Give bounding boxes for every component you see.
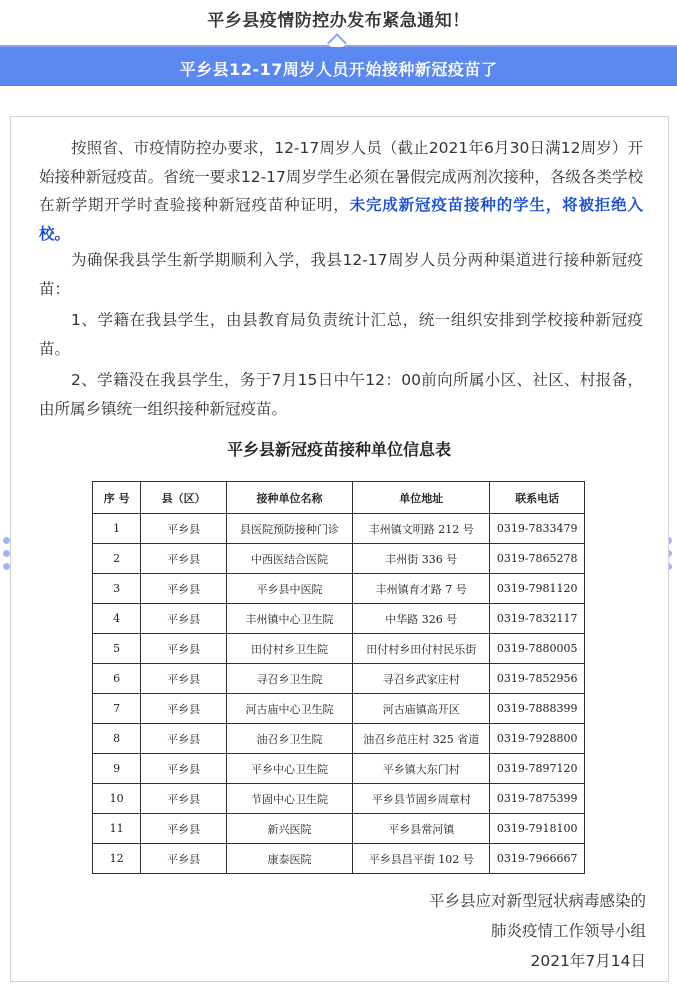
header-cell: 接种单位名称 — [226, 482, 352, 514]
table-cell: 平乡县 — [141, 634, 227, 664]
table-cell: 新兴医院 — [226, 814, 352, 844]
table-cell: 6 — [93, 664, 141, 694]
table-row — [93, 754, 585, 784]
table-row — [93, 604, 585, 634]
table-cell: 河古庙中心卫生院 — [226, 694, 352, 724]
table-cell: 平乡镇大东门村 — [353, 754, 490, 784]
table-cell: 平乡县昌平街 102 号 — [353, 844, 490, 874]
table-cell: 平乡县 — [141, 544, 227, 574]
table-cell: 平乡中心卫生院 — [226, 754, 352, 784]
paragraph-1-highlight: 未完成新冠疫苗接种的学生，将被拒绝入校。 — [39, 196, 643, 243]
table-cell: 0319-7865278 — [490, 544, 585, 574]
table-row — [93, 514, 585, 544]
table-cell: 中华路 326 号 — [353, 604, 490, 634]
header-cell: 县（区） — [141, 482, 227, 514]
table-cell: 田付村乡卫生院 — [226, 634, 352, 664]
table-cell: 平乡县 — [141, 844, 227, 874]
table-cell: 平乡县 — [141, 694, 227, 724]
table-cell: 河古庙镇高开区 — [353, 694, 490, 724]
table-cell: 0319-7875399 — [490, 784, 585, 814]
table-cell: 中西医结合医院 — [226, 544, 352, 574]
subtitle-banner — [0, 47, 677, 86]
header-cell: 联系电话 — [490, 482, 585, 514]
table-row — [93, 724, 585, 754]
table-row — [93, 784, 585, 814]
table-cell: 平乡县 — [141, 514, 227, 544]
table-cell: 7 — [93, 694, 141, 724]
table-cell: 丰州镇中心卫生院 — [226, 604, 352, 634]
table-cell: 10 — [93, 784, 141, 814]
header-cell: 单位地址 — [353, 482, 490, 514]
table-cell: 4 — [93, 604, 141, 634]
table-cell: 寻召乡卫生院 — [226, 664, 352, 694]
table-cell: 节固中心卫生院 — [226, 784, 352, 814]
paragraph-1-text: 按照省、市疫情防控办要求，12-17周岁人员（截止2021年6月30日满12周岁）开始接种新冠疫苗。省统一要求12-17周岁学生必须在暑假完成两剂次接种，各级各类学校在新学期开学时查验接种新冠疫苗种证明， — [39, 139, 643, 214]
table-cell: 平乡县 — [141, 604, 227, 634]
table-row — [93, 694, 585, 724]
table-cell: 平乡县 — [141, 724, 227, 754]
info-table-image — [78, 425, 600, 885]
signature-org-line-1: 平乡县应对新型冠状病毒感染的 — [428, 892, 646, 910]
notice-content-box — [10, 116, 669, 982]
table-cell: 11 — [93, 814, 141, 844]
table-cell: 0319-7888399 — [490, 694, 585, 724]
table-cell: 0319-7966667 — [490, 844, 585, 874]
subtitle: 平乡县12-17周岁人员开始接种新冠疫苗了 — [179, 60, 498, 79]
table-cell: 平乡县常河镇 — [353, 814, 490, 844]
paragraph-3: 1、学籍在我县学生，由县教育局负责统计汇总，统一组织安排到学校接种新冠疫苗。 — [39, 311, 643, 358]
table-cell: 县医院预防接种门诊 — [226, 514, 352, 544]
table-cell: 平乡县 — [141, 814, 227, 844]
table-cell: 寻召乡武家庄村 — [353, 664, 490, 694]
table-cell: 12 — [93, 844, 141, 874]
table-cell: 0319-7832117 — [490, 604, 585, 634]
table-cell: 平乡县 — [141, 574, 227, 604]
table-row — [93, 664, 585, 694]
table-cell: 油召乡卫生院 — [226, 724, 352, 754]
paragraph-1 — [39, 134, 643, 248]
table-body — [93, 514, 585, 874]
header-cell: 序 号 — [93, 482, 141, 514]
table-cell: 0319-7833479 — [490, 514, 585, 544]
table-row — [93, 814, 585, 844]
table-cell: 田付村乡田付村民乐街 — [353, 634, 490, 664]
table-cell: 平乡县节固乡周章村 — [353, 784, 490, 814]
table-row — [93, 844, 585, 874]
signature-org-line-2: 肺炎疫情工作领导小组 — [490, 922, 646, 940]
main-title: 平乡县疫情防控办发布紧急通知！ — [207, 11, 470, 31]
table-row — [93, 634, 585, 664]
table-cell: 5 — [93, 634, 141, 664]
table-cell: 丰州镇文明路 212 号 — [353, 514, 490, 544]
table-cell: 1 — [93, 514, 141, 544]
table-cell: 0319-7897120 — [490, 754, 585, 784]
table-row — [93, 574, 585, 604]
table-cell: 平乡县 — [141, 664, 227, 694]
table-cell: 0319-7880005 — [490, 634, 585, 664]
table-cell: 平乡县 — [141, 754, 227, 784]
table-cell: 平乡县 — [141, 784, 227, 814]
table-cell: 平乡县中医院 — [226, 574, 352, 604]
table-cell: 2 — [93, 544, 141, 574]
table-cell: 油召乡范庄村 325 省道 — [353, 724, 490, 754]
table-title: 平乡县新冠疫苗接种单位信息表 — [226, 440, 451, 459]
signature-date: 2021年7月14日 — [530, 952, 646, 970]
table-cell: 0319-7852956 — [490, 664, 585, 694]
table-cell: 康泰医院 — [226, 844, 352, 874]
vaccination-sites-table — [92, 481, 585, 874]
table-cell: 3 — [93, 574, 141, 604]
table-header-row — [93, 482, 585, 514]
table-cell: 8 — [93, 724, 141, 754]
table-cell: 0319-7928800 — [490, 724, 585, 754]
paragraph-2: 为确保我县学生新学期顺利入学，我县12-17周岁人员分两种渠道进行接种新冠疫苗： — [39, 251, 643, 298]
table-cell: 0319-7918100 — [490, 814, 585, 844]
table-cell: 丰州街 336 号 — [353, 544, 490, 574]
table-row — [93, 544, 585, 574]
paragraph-4: 2、学籍没在我县学生，务于7月15日中午12：00前向所属小区、社区、村报备，由所属乡镇统一组织接种新冠疫苗。 — [39, 371, 643, 418]
table-cell: 9 — [93, 754, 141, 784]
table-cell: 0319-7981120 — [490, 574, 585, 604]
table-cell: 丰州镇育才路 7 号 — [353, 574, 490, 604]
